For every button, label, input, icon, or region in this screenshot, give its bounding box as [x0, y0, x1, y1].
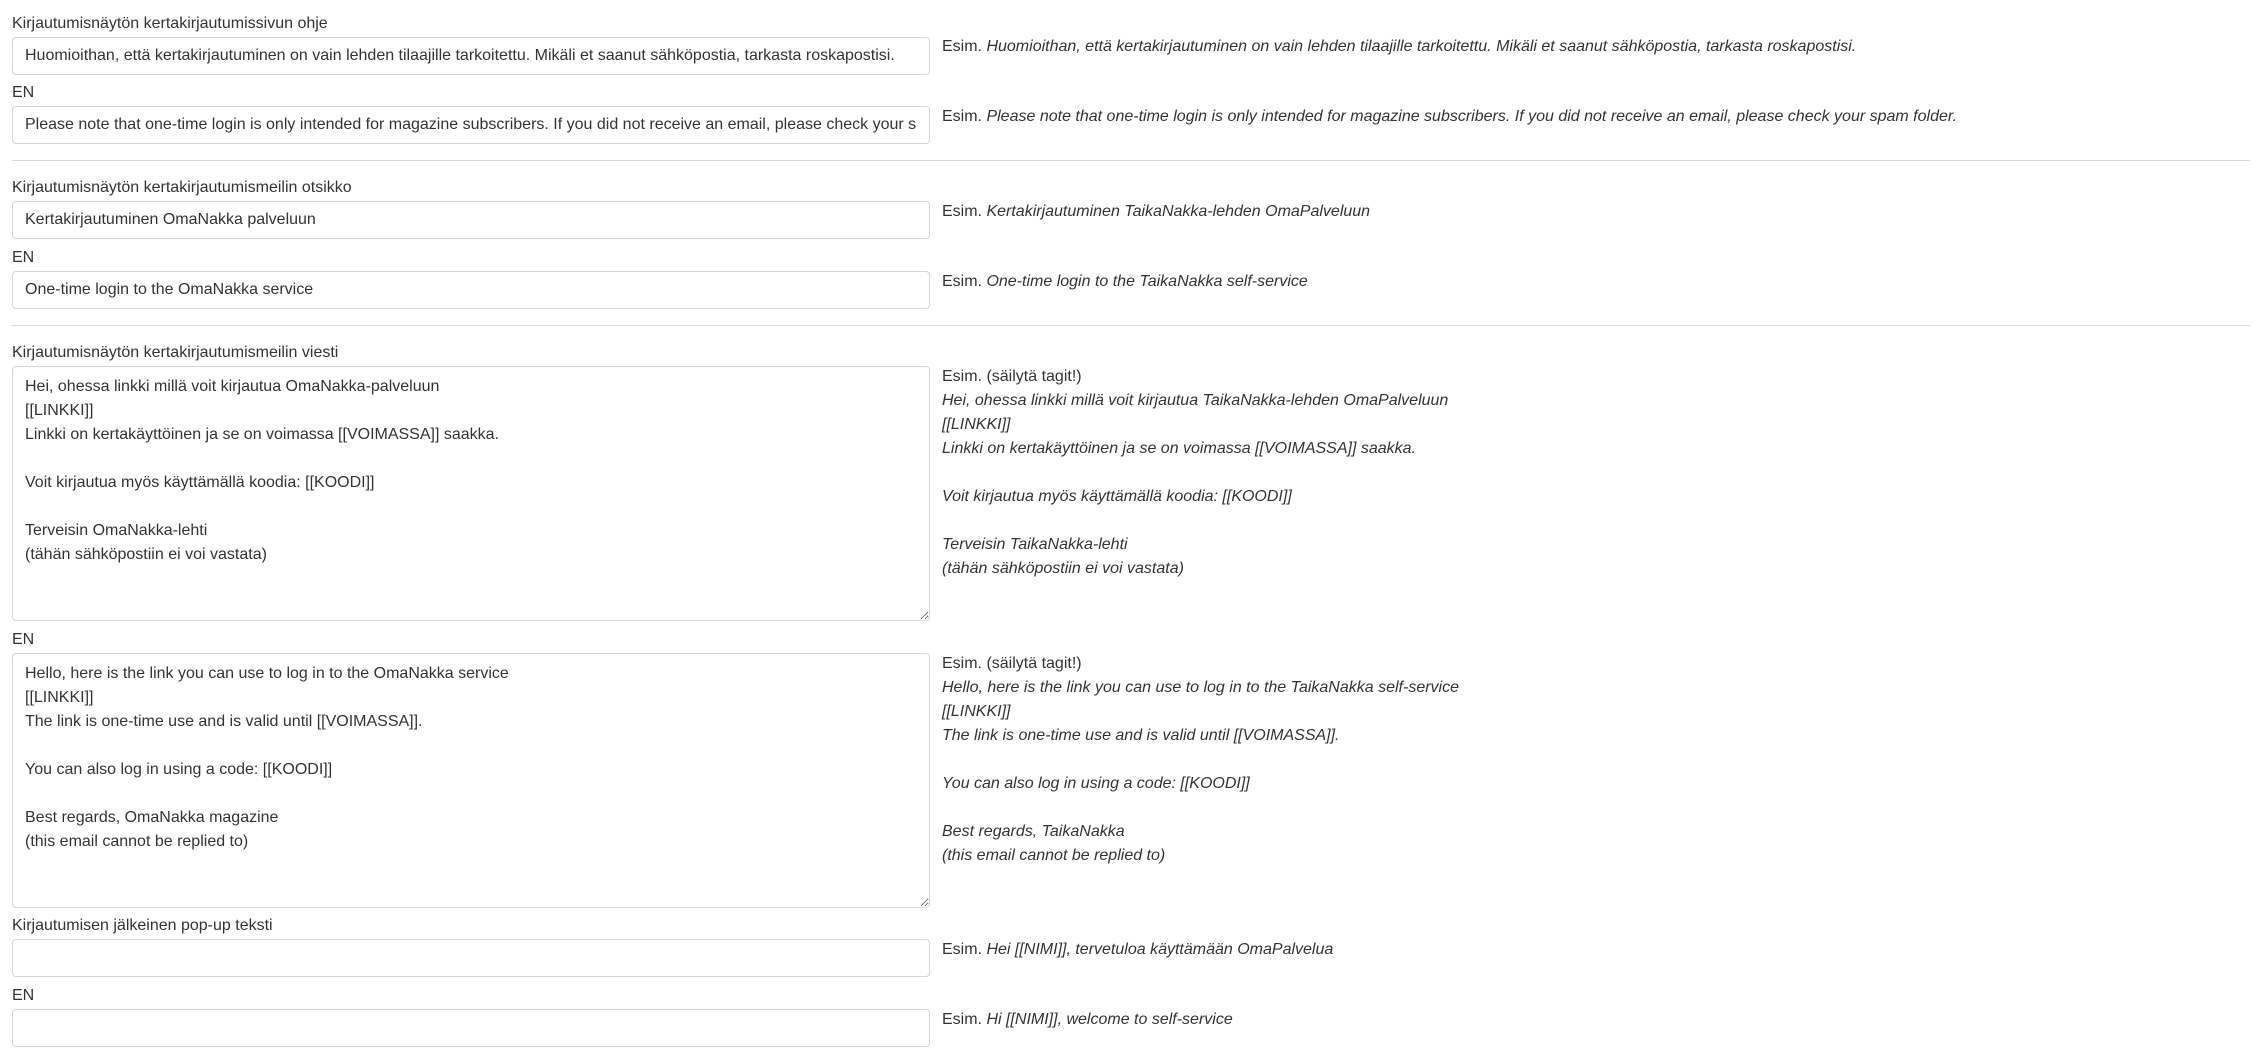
example-text: Huomioithan, että kertakirjautuminen on vain lehden tilaajille tarkoitettu. Mikäli et saanut sähköpostia, tarkasta roskapostisi. — [986, 38, 1857, 55]
page-help-en-label: EN — [12, 84, 35, 101]
example-text: Kertakirjautuminen TaikaNakka-lehden OmaPalveluun — [986, 203, 1371, 220]
email-message-textarea-en[interactable] — [12, 653, 930, 908]
page-help-example-en — [942, 105, 1957, 129]
section-divider — [12, 325, 2250, 326]
example-text: Hi [[NIMI]], welcome to self-service — [986, 1011, 1233, 1028]
email-subject-label: Kirjautumisnäytön kertakirjautumismeilin otsikko — [12, 179, 352, 196]
example-prefix: Esim. — [942, 273, 982, 290]
example-prefix: Esim. — [942, 1011, 982, 1028]
email-subject-en-label: EN — [12, 249, 35, 266]
page-help-example-fi — [942, 35, 1856, 59]
email-subject-input-fi[interactable] — [12, 201, 930, 239]
popup-text-label: Kirjautumisen jälkeinen pop-up teksti — [12, 917, 273, 934]
page-help-input-en[interactable] — [12, 106, 930, 144]
section-divider — [12, 160, 2250, 161]
popup-text-en-label: EN — [12, 987, 35, 1004]
example-text: One-time login to the TaikaNakka self-service — [986, 273, 1308, 290]
email-message-example-en — [942, 652, 1459, 868]
email-subject-example-en — [942, 270, 1308, 294]
popup-text-input-en[interactable] — [12, 1009, 930, 1047]
example-text: Please note that one-time login is only intended for magazine subscribers. If you did not receive an email, please check your spam folder. — [986, 108, 1958, 125]
example-prefix: Esim. (säilytä tagit!) — [942, 368, 1082, 385]
page-help-label: Kirjautumisnäytön kertakirjautumissivun ohje — [12, 15, 328, 32]
popup-text-example-en — [942, 1008, 1233, 1032]
example-prefix: Esim. — [942, 203, 982, 220]
example-text: Hei [[NIMI]], tervetuloa käyttämään OmaPalvelua — [986, 941, 1334, 958]
email-subject-input-en[interactable] — [12, 271, 930, 309]
example-prefix: Esim. — [942, 941, 982, 958]
example-prefix: Esim. (säilytä tagit!) — [942, 655, 1082, 672]
email-message-en-label: EN — [12, 631, 35, 648]
example-prefix: Esim. — [942, 108, 982, 125]
example-text: Hei, ohessa linkki millä voit kirjautua TaikaNakka-lehden OmaPalveluun [[LINKKI]] Linkki on kertakäyttöinen ja se on voimassa [[VOIMASSA]] saakka. Voit kirjautua myös käyttämällä koodia: [[KOODI]] Terveisin TaikaNakka-lehti (tähän sähköpostiin ei voi vastata) — [942, 392, 1449, 577]
email-message-textarea-fi[interactable] — [12, 366, 930, 621]
email-message-label: Kirjautumisnäytön kertakirjautumismeilin viesti — [12, 344, 339, 361]
example-prefix: Esim. — [942, 38, 982, 55]
popup-text-example-fi — [942, 938, 1333, 962]
email-message-example-fi — [942, 365, 1448, 581]
popup-text-input-fi[interactable] — [12, 939, 930, 977]
email-subject-example-fi — [942, 200, 1370, 224]
example-text: Hello, here is the link you can use to log in to the TaikaNakka self-service [[LINKKI]] The link is one-time use and is valid until [[VOIMASSA]]. You can also log in using a code: [[KOODI]] Best regards, TaikaNakka (this email cannot be replied to) — [942, 679, 1460, 864]
page-help-input-fi[interactable] — [12, 37, 930, 75]
